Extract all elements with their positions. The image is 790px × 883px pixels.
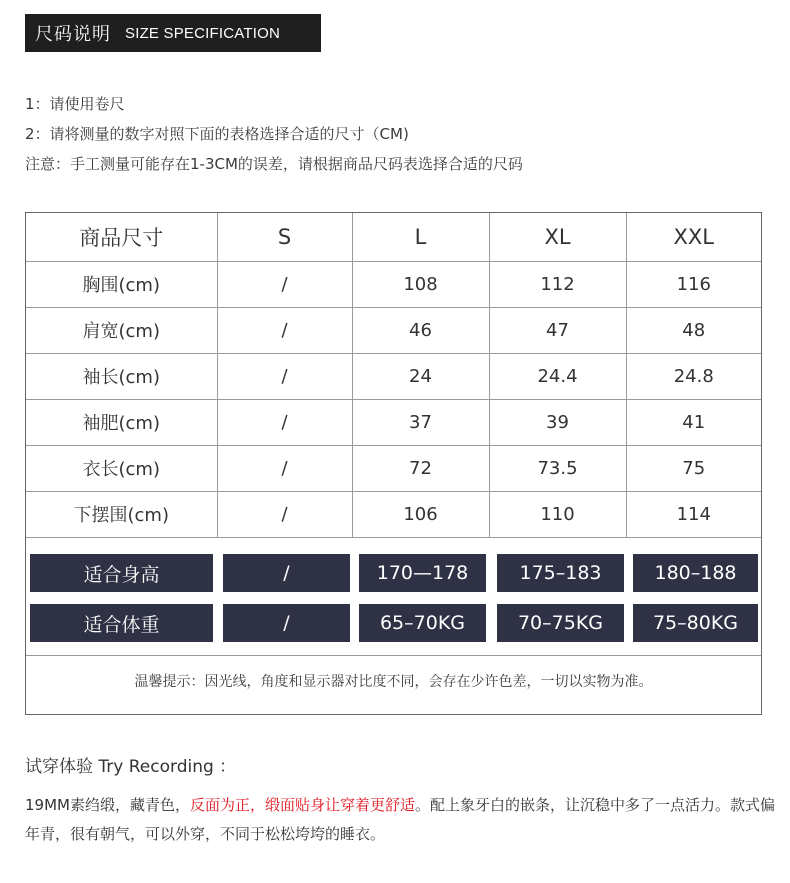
table-cell: 48 xyxy=(626,307,761,353)
table-cell: 37 xyxy=(352,399,489,445)
row-label: 袖长(cm) xyxy=(26,353,217,399)
table-cell: / xyxy=(217,491,352,537)
table-cell: / xyxy=(217,399,352,445)
header-cell: XL xyxy=(489,213,626,261)
measurement-notes xyxy=(25,89,523,179)
table-row xyxy=(26,445,761,491)
trial-highlight: 反面为正，缎面贴身让穿着更舒适 xyxy=(189,796,415,814)
table-cell: 75 xyxy=(626,445,761,491)
section-header xyxy=(25,14,321,52)
row-label: 肩宽(cm) xyxy=(26,307,217,353)
table-cell: 108 xyxy=(352,261,489,307)
table-cell: 112 xyxy=(489,261,626,307)
table-cell: 73.5 xyxy=(489,445,626,491)
weight-label: 适合体重 xyxy=(30,604,213,642)
table-cell: 114 xyxy=(626,491,761,537)
trial-text: 。配上象牙白的嵌条，让沉稳中多了一点活力。款式偏年青，很有朝气，可以外穿，不同于松松垮垮的睡衣。 xyxy=(25,796,776,843)
header-cell: S xyxy=(217,213,352,261)
color-tip: 温馨提示：因光线，角度和显示器对比度不同，会存在少许色差，一切以实物为准。 xyxy=(134,674,653,690)
table-cell: 41 xyxy=(626,399,761,445)
table-cell: 47 xyxy=(489,307,626,353)
table-row xyxy=(26,261,761,307)
size-grid xyxy=(26,213,761,538)
trial-text: 19MM素绉缎，藏青色， xyxy=(25,796,190,814)
weight-row xyxy=(30,604,760,642)
table-row xyxy=(26,353,761,399)
table-cell: 24.8 xyxy=(626,353,761,399)
table-cell: 106 xyxy=(352,491,489,537)
row-label: 袖肥(cm) xyxy=(26,399,217,445)
table-cell: / xyxy=(217,353,352,399)
header-cell: XXL xyxy=(626,213,761,261)
table-cell: / xyxy=(217,445,352,491)
table-cell: 72 xyxy=(352,445,489,491)
weight-cell: 75–80KG xyxy=(633,604,758,642)
height-cell: / xyxy=(223,554,350,592)
header-cell: 商品尺寸 xyxy=(26,213,217,261)
table-divider xyxy=(26,655,761,656)
table-cell: 24.4 xyxy=(489,353,626,399)
trial-description xyxy=(25,791,775,849)
table-row xyxy=(26,491,761,537)
trial-title: 试穿体验 Try Recording ： xyxy=(25,757,237,777)
header-cell: L xyxy=(352,213,489,261)
height-cell: 175–183 xyxy=(497,554,624,592)
table-cell: 24 xyxy=(352,353,489,399)
height-cell: 180–188 xyxy=(633,554,758,592)
row-label: 胸围(cm) xyxy=(26,261,217,307)
weight-cell: 70–75KG xyxy=(497,604,624,642)
table-cell: 110 xyxy=(489,491,626,537)
table-cell: / xyxy=(217,261,352,307)
weight-cell: 65–70KG xyxy=(359,604,486,642)
weight-cell: / xyxy=(223,604,350,642)
note-line: 1：请使用卷尺 xyxy=(25,95,125,113)
table-cell: 46 xyxy=(352,307,489,353)
table-header-row xyxy=(26,213,761,261)
row-label: 衣长(cm) xyxy=(26,445,217,491)
height-label: 适合身高 xyxy=(30,554,213,592)
table-cell: 39 xyxy=(489,399,626,445)
table-row xyxy=(26,307,761,353)
table-row xyxy=(26,399,761,445)
note-line: 2：请将测量的数字对照下面的表格选择合适的尺寸（CM) xyxy=(25,125,409,143)
height-row xyxy=(30,554,760,592)
section-title-en: SIZE SPECIFICATION xyxy=(125,24,281,42)
row-label: 下摆围(cm) xyxy=(26,491,217,537)
table-cell: 116 xyxy=(626,261,761,307)
note-line: 注意：手工测量可能存在1-3CM的误差，请根据商品尺码表选择合适的尺码 xyxy=(25,155,523,173)
height-cell: 170—178 xyxy=(359,554,486,592)
size-table xyxy=(25,212,762,715)
section-title-cn: 尺码说明 xyxy=(35,24,111,45)
table-cell: / xyxy=(217,307,352,353)
